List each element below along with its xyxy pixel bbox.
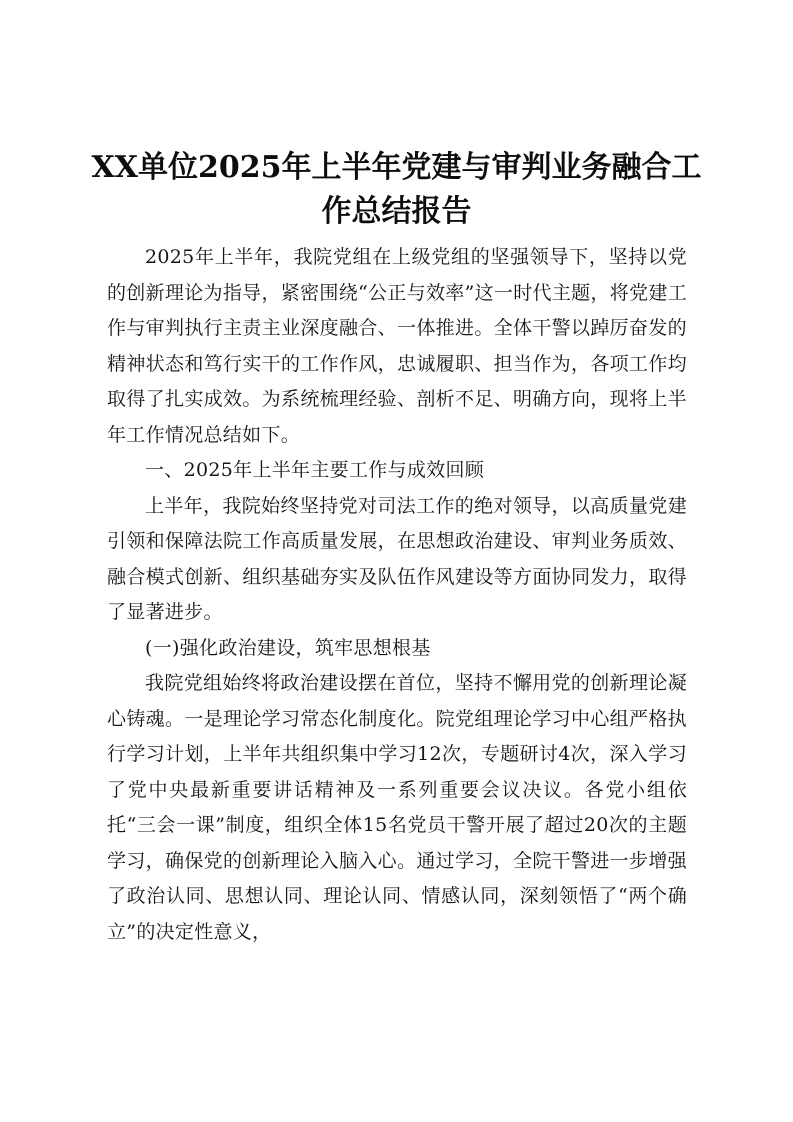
document-title: XX单位2025年上半年党建与审判业务融合工作总结报告: [91, 150, 702, 229]
subsection-heading-1: (一)强化政治建设，筑牢思想根基: [145, 636, 431, 659]
subsection-1-paragraph: 我院党组始终将政治建设摆在首位，坚持不懈用党的创新理论凝心铸魂。一是理论学习常态化制度化。院党组理论学习中心组严格执行学习计划，上半年共组织集中学习12次，专题研讨4次，深入学习了党中央最新重要讲话精神及一系列重要会议决议。各党小组依托“三会一课”制度，组织全体15名党员干警开展了超过20次的主题学习，确保党的创新理论入脑入心。通过学习，全院干警进一步增强了政治认同、思想认同、理论认同、情感认同，深刻领悟了“两个确立”的决定性意义，: [107, 672, 687, 943]
intro-paragraph: 2025年上半年，我院党组在上级党组的坚强领导下，坚持以党的创新理论为指导，紧密围绕“公正与效率”这一时代主题，将党建工作与审判执行主责主业深度融合、一体推进。全体干警以踔厉奋发的精神状态和笃行实干的工作作风，忠诚履职、担当作为，各项工作均取得了扎实成效。为系统梳理经验、剖析不足、明确方向，现将上半年工作情况总结如下。: [107, 246, 687, 446]
section-1-paragraph: 上半年，我院始终坚持党对司法工作的绝对领导，以高质量党建引领和保障法院工作高质量发展，在思想政治建设、审判业务质效、融合模式创新、组织基础夯实及队伍作风建设等方面协同发力，取得了显著进步。: [107, 494, 687, 623]
document-body: [107, 240, 687, 950]
section-heading-1: 一、2025年上半年主要工作与成效回顾: [145, 459, 485, 481]
